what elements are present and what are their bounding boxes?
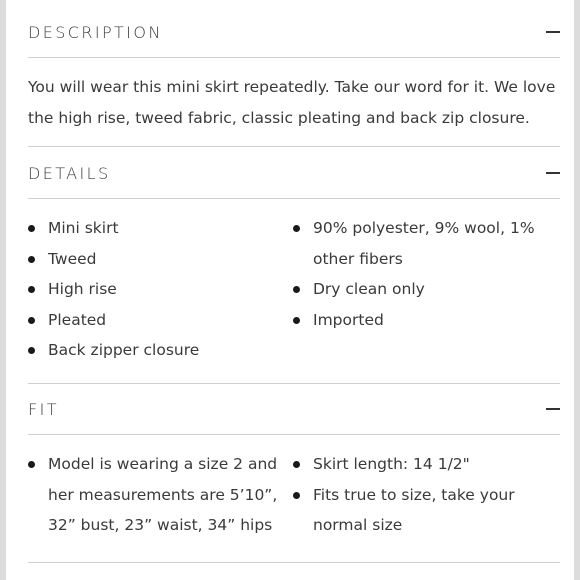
details-title: DETAILS <box>28 163 111 183</box>
fit-title: FIT <box>28 399 59 419</box>
collapse-icon[interactable] <box>546 172 560 174</box>
list-item: Pleated <box>28 305 290 336</box>
bottom-divider <box>28 562 560 563</box>
collapse-icon[interactable] <box>546 31 560 33</box>
details-divider-top <box>28 146 560 147</box>
description-text: You will wear this mini skirt repeatedly. Take our word for it. We love the high rise, tweed fabric, classic pleating and back zip closure. <box>28 78 556 127</box>
product-info-panel <box>6 0 574 580</box>
list-item: Skirt length: 14 1/2" <box>293 449 543 480</box>
list-item: Dry clean only <box>293 274 543 305</box>
list-item: Fits true to size, take your normal size <box>293 480 543 541</box>
fit-list-right <box>293 449 543 541</box>
list-item: Imported <box>293 305 543 336</box>
list-item: Tweed <box>28 244 290 275</box>
details-list-left <box>28 213 290 366</box>
collapse-icon[interactable] <box>546 408 560 410</box>
list-item: High rise <box>28 274 290 305</box>
fit-list-left <box>28 449 290 541</box>
description-title: DESCRIPTION <box>28 22 163 42</box>
list-item: Back zipper closure <box>28 335 290 366</box>
fit-divider <box>28 434 560 435</box>
fit-divider-top <box>28 383 560 384</box>
list-item: Mini skirt <box>28 213 290 244</box>
description-divider <box>28 57 560 58</box>
details-header[interactable] <box>28 161 560 185</box>
list-item: 90% polyester, 9% wool, 1% other fibers <box>293 213 543 274</box>
details-divider <box>28 198 560 199</box>
details-list-right <box>293 213 543 335</box>
description-header[interactable] <box>28 20 560 44</box>
fit-header[interactable] <box>28 397 560 421</box>
list-item: Model is wearing a size 2 and her measurements are 5’10”, 32” bust, 23” waist, 34” hips <box>28 449 290 541</box>
